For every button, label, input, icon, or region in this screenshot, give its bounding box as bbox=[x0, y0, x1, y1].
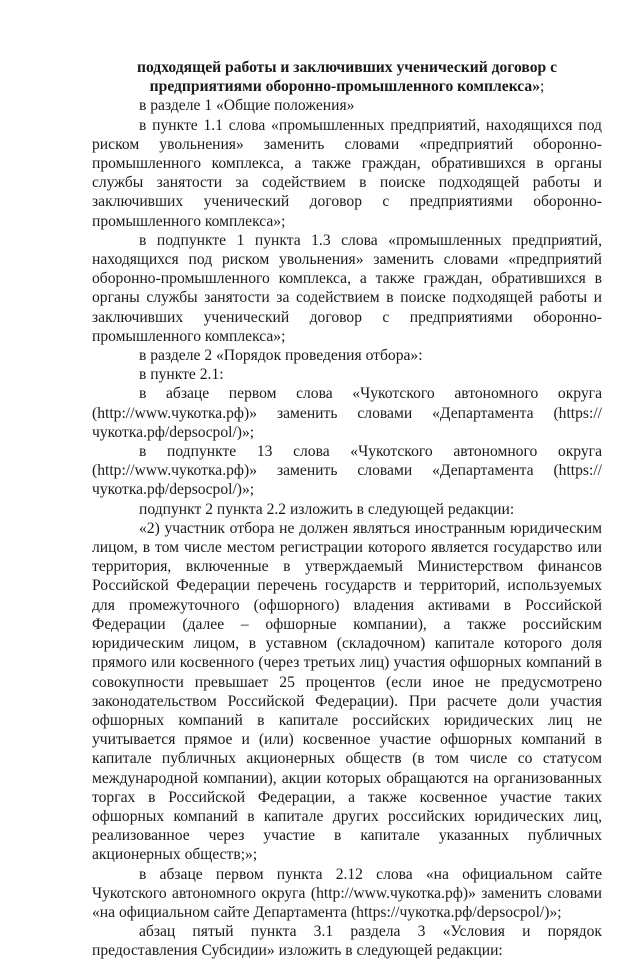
document-title bbox=[92, 58, 602, 96]
paragraph-item-1-1: в пункте 1.1 слова «промышленных предприятий, находящихся под риском увольнения» заменить словами «предприятий оборонно-промышленного комплекса, а также граждан, обратившихся в органы службы занятости за содействием в поиске подходящей работы и заключивших ученический договор с предприятиями оборонно-промышленного комплекса»; bbox=[92, 116, 602, 230]
paragraph-item-1-3: в подпункте 1 пункта 1.3 слова «промышленных предприятий, находящихся под риском увольнения» заменить словами «предприятий оборонно-промышленного комплекса, а также граждан, обратившихся в органы службы занятости за содействием в поиске подходящей работы и заключивших ученический договор с предприятиями оборонно-промышленного комплекса»; bbox=[92, 231, 602, 345]
paragraph-item-2-1: в пункте 2.1: bbox=[139, 366, 224, 384]
paragraph-section-1: в разделе 1 «Общие положения» bbox=[139, 97, 355, 115]
paragraph-item-2-2-text: «2) участник отбора не должен являться иностранным юридическим лицом, в том числе местом регистрации которого является государство или территория, включенные в утверждаемый Министерством финансов Российской Федерации перечень государств и территорий, используемых для промежуточного (офшорного) владения активами в Российской Федерации (далее – офшорные компании), а также российским юридическим лицом, в уставном (складочном) капитале которого доля прямого или косвенного (через третьих лиц) участия офшорных компаний в совокупности превышает 25 процентов (если иное не предусмотрено законодательством Российской Федерации). При расчете доли участия офшорных компаний в капитале российских юридических лиц не учитывается прямое и (или) косвенное участие офшорных компаний в капитале публичных акционерных обществ (в том числе со статусом международной компании), акции которых обращаются на организованных торгах в Российской Федерации, а также косвенное участие таких офшорных компаний в капитале других российских юридических лиц, реализованное через участие в капитале указанных публичных акционерных обществ;»; bbox=[92, 519, 602, 864]
paragraph-item-2-2: подпункт 2 пункта 2.2 изложить в следующей редакции: bbox=[139, 500, 515, 518]
document-page bbox=[92, 58, 602, 961]
paragraph-item-2-1-para1: в абзаце первом слова «Чукотского автономного округа (http://www.чукотка.рф)» заменить словами «Департамента (https://чукотка.рф/depsocpol/)»; bbox=[92, 385, 602, 441]
paragraph-item-2-12: в абзаце первом пункта 2.12 слова «на официальном сайте Чукотского автономного округа (http://www.чукотка.рф)» заменить словами «на официальном сайте Департамента (https://чукотка.рф/depsocpol/)»; bbox=[92, 865, 602, 921]
title-line-2: предприятиями оборонно-промышленного комплекса» bbox=[149, 78, 540, 96]
paragraph-item-3-1: абзац пятый пункта 3.1 раздела 3 «Условия и порядок предоставления Субсидии» изложить в следующей редакции: bbox=[92, 923, 602, 960]
paragraph-item-2-1-sub13: в подпункте 13 слова «Чукотского автономного округа (http://www.чукотка.рф)» заменить словами «Департамента (https://чукотка.рф/depsocpol/)»; bbox=[92, 443, 602, 499]
paragraph-section-2: в разделе 2 «Порядок проведения отбора»: bbox=[139, 347, 423, 365]
title-line-1: подходящей работы и заключивших ученический договор с bbox=[136, 59, 558, 76]
title-tail: ; bbox=[540, 78, 545, 96]
